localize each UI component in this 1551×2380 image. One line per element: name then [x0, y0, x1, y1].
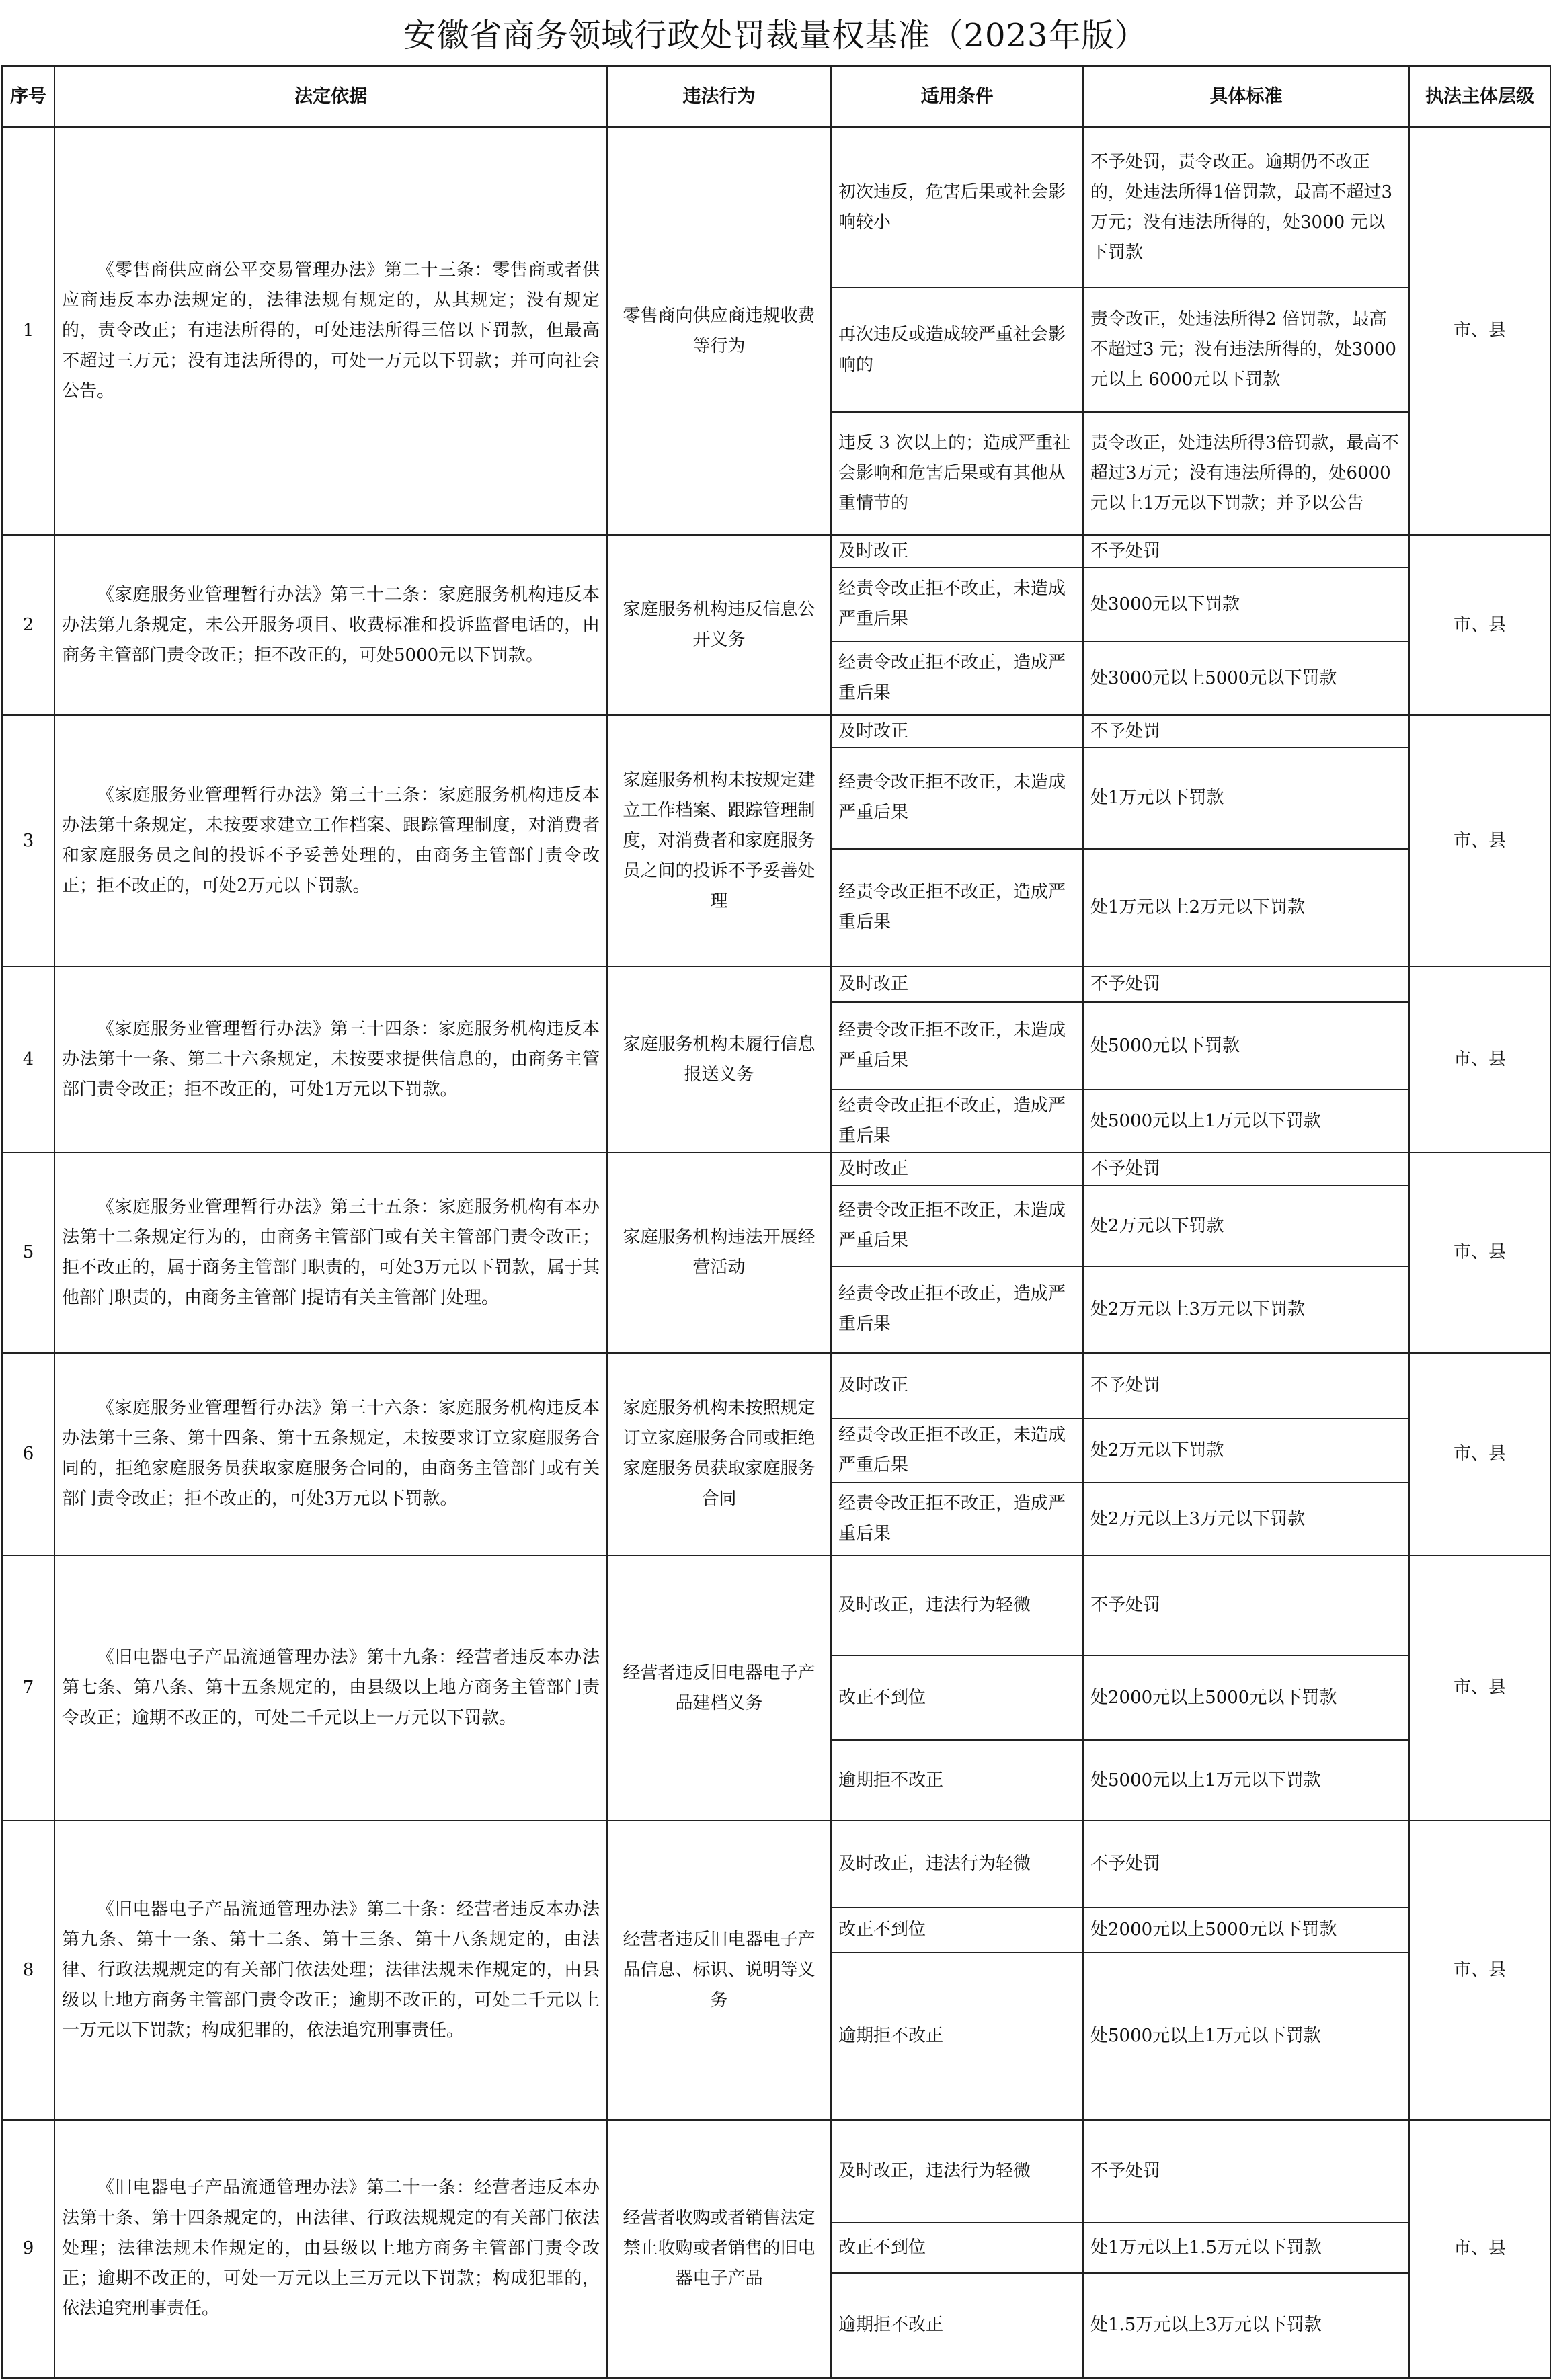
header-org: 执法主体层级 — [1409, 66, 1550, 127]
row-violation: 家庭服务机构未履行信息报送义务 — [607, 967, 831, 1153]
table-row — [2, 1821, 1550, 1907]
row-standard: 不予处罚 — [1083, 1353, 1409, 1419]
row-org: 市、县 — [1409, 2120, 1550, 2378]
row-condition: 及时改正，违法行为轻微 — [831, 1821, 1083, 1907]
row-seq: 3 — [2, 715, 54, 967]
row-condition: 改正不到位 — [831, 1655, 1083, 1740]
row-condition: 初次违反，危害后果或社会影响较小 — [831, 127, 1083, 288]
row-standard: 处1万元以上2万元以下罚款 — [1083, 849, 1409, 967]
penalty-standards-table — [1, 65, 1551, 2379]
row-basis: 《家庭服务业管理暂行办法》第三十四条：家庭服务机构违反本办法第十一条、第二十六条规定，未按要求提供信息的，由商务主管部门责令改正；拒不改正的，可处1万元以下罚款。 — [54, 967, 607, 1153]
row-basis: 《家庭服务业管理暂行办法》第三十二条：家庭服务机构违反本办法第九条规定，未公开服务项目、收费标准和投诉监督电话的，由商务主管部门责令改正；拒不改正的，可处5000元以下罚款。 — [54, 535, 607, 715]
row-condition: 及时改正 — [831, 715, 1083, 747]
row-seq: 2 — [2, 535, 54, 715]
table-row — [2, 127, 1550, 288]
row-condition: 经责令改正拒不改正，造成严重后果 — [831, 1090, 1083, 1153]
row-violation: 家庭服务机构违法开展经营活动 — [607, 1153, 831, 1352]
row-violation: 家庭服务机构未按规定建立工作档案、跟踪管理制度，对消费者和家庭服务员之间的投诉不予妥善处理 — [607, 715, 831, 967]
row-org: 市、县 — [1409, 1153, 1550, 1352]
row-condition: 经责令改正拒不改正，未造成严重后果 — [831, 747, 1083, 849]
row-condition: 经责令改正拒不改正，造成严重后果 — [831, 1266, 1083, 1352]
row-condition: 改正不到位 — [831, 2223, 1083, 2273]
row-standard: 责令改正，处违法所得2 倍罚款，最高不超过3 元；没有违法所得的，处3000 元以上 6000元以下罚款 — [1083, 288, 1409, 411]
row-seq: 7 — [2, 1555, 54, 1821]
row-standard: 不予处罚，责令改正。逾期仍不改正的，处违法所得1倍罚款，最高不超过3万元；没有违法所得的，处3000 元以下罚款 — [1083, 127, 1409, 288]
row-condition: 及时改正，违法行为轻微 — [831, 2120, 1083, 2223]
table-row — [2, 1555, 1550, 1655]
row-seq: 9 — [2, 2120, 54, 2378]
header-standard: 具体标准 — [1083, 66, 1409, 127]
row-condition: 及时改正 — [831, 1353, 1083, 1419]
row-condition: 再次违反或造成较严重社会影响的 — [831, 288, 1083, 411]
row-violation: 经营者违反旧电器电子产品建档义务 — [607, 1555, 831, 1821]
row-basis: 《家庭服务业管理暂行办法》第三十六条：家庭服务机构违反本办法第十三条、第十四条、第十五条规定，未按要求订立家庭服务合同的，拒绝家庭服务员获取家庭服务合同的，由商务主管部门或有关部门责令改正；拒不改正的，可处3万元以下罚款。 — [54, 1353, 607, 1556]
row-standard: 责令改正，处违法所得3倍罚款，最高不超过3万元；没有违法所得的，处6000元以上1万元以下罚款；并予以公告 — [1083, 412, 1409, 535]
row-standard: 处5000元以上1万元以下罚款 — [1083, 1090, 1409, 1153]
row-standard: 处3000元以上5000元以下罚款 — [1083, 641, 1409, 715]
table-row — [2, 2120, 1550, 2223]
row-standard: 处5000元以上1万元以下罚款 — [1083, 1953, 1409, 2120]
row-seq: 4 — [2, 967, 54, 1153]
row-seq: 5 — [2, 1153, 54, 1352]
document-title: 安徽省商务领域行政处罚裁量权基准（2023年版） — [403, 16, 1148, 54]
row-basis: 《零售商供应商公平交易管理办法》第二十三条：零售商或者供应商违反本办法规定的，法律法规有规定的，从其规定；没有规定的，责令改正；有违法所得的，可处违法所得三倍以下罚款，但最高不超过三万元；没有违法所得的，可处一万元以下罚款；并可向社会公告。 — [54, 127, 607, 535]
header-violation: 违法行为 — [607, 66, 831, 127]
row-standard: 处1万元以下罚款 — [1083, 747, 1409, 849]
row-condition: 逾期拒不改正 — [831, 1740, 1083, 1821]
table-row — [2, 1353, 1550, 1419]
row-standard: 不予处罚 — [1083, 967, 1409, 1002]
row-standard: 处2000元以上5000元以下罚款 — [1083, 1655, 1409, 1740]
row-standard: 处1.5万元以上3万元以下罚款 — [1083, 2273, 1409, 2378]
row-org: 市、县 — [1409, 967, 1550, 1153]
row-basis: 《家庭服务业管理暂行办法》第三十三条：家庭服务机构违反本办法第十条规定，未按要求建立工作档案、跟踪管理制度，对消费者和家庭服务员之间的投诉不予妥善处理的，由商务主管部门责令改正；拒不改正的，可处2万元以下罚款。 — [54, 715, 607, 967]
row-standard: 处3000元以下罚款 — [1083, 567, 1409, 641]
row-condition: 逾期拒不改正 — [831, 1953, 1083, 2120]
row-org: 市、县 — [1409, 1821, 1550, 2119]
row-basis: 《旧电器电子产品流通管理办法》第十九条：经营者违反本办法第七条、第八条、第十五条规定的，由县级以上地方商务主管部门责令改正；逾期不改正的，可处二千元以上一万元以下罚款。 — [54, 1555, 607, 1821]
row-basis: 《家庭服务业管理暂行办法》第三十五条：家庭服务机构有本办法第十二条规定行为的，由商务主管部门或有关主管部门责令改正；拒不改正的，属于商务主管部门职责的，可处3万元以下罚款，属于其他部门职责的，由商务主管部门提请有关主管部门处理。 — [54, 1153, 607, 1352]
row-condition: 经责令改正拒不改正，未造成严重后果 — [831, 1418, 1083, 1483]
row-standard: 处2000元以上5000元以下罚款 — [1083, 1907, 1409, 1953]
row-standard: 处5000元以上1万元以下罚款 — [1083, 1740, 1409, 1821]
row-condition: 及时改正 — [831, 535, 1083, 567]
header-basis: 法定依据 — [54, 66, 607, 127]
header-condition: 适用条件 — [831, 66, 1083, 127]
row-violation: 经营者收购或者销售法定禁止收购或者销售的旧电器电子产品 — [607, 2120, 831, 2378]
row-org: 市、县 — [1409, 127, 1550, 535]
table-row — [2, 715, 1550, 747]
table-row — [2, 967, 1550, 1002]
row-seq: 6 — [2, 1353, 54, 1556]
row-org: 市、县 — [1409, 715, 1550, 967]
row-condition: 经责令改正拒不改正，造成严重后果 — [831, 1483, 1083, 1555]
row-standard: 处2万元以下罚款 — [1083, 1186, 1409, 1266]
row-standard: 不予处罚 — [1083, 2120, 1409, 2223]
row-standard: 处5000元以下罚款 — [1083, 1002, 1409, 1090]
row-condition: 逾期拒不改正 — [831, 2273, 1083, 2378]
row-standard: 不予处罚 — [1083, 1153, 1409, 1186]
row-standard: 处1万元以上1.5万元以下罚款 — [1083, 2223, 1409, 2273]
header-row — [2, 66, 1550, 127]
row-condition: 及时改正 — [831, 967, 1083, 1002]
row-standard: 不予处罚 — [1083, 1821, 1409, 1907]
row-seq: 8 — [2, 1821, 54, 2119]
table-row — [2, 1153, 1550, 1186]
row-standard: 处2万元以上3万元以下罚款 — [1083, 1483, 1409, 1555]
row-violation: 家庭服务机构未按照规定订立家庭服务合同或拒绝家庭服务员获取家庭服务合同 — [607, 1353, 831, 1556]
row-condition: 经责令改正拒不改正，未造成严重后果 — [831, 567, 1083, 641]
row-standard: 不予处罚 — [1083, 715, 1409, 747]
row-org: 市、县 — [1409, 1555, 1550, 1821]
row-condition: 经责令改正拒不改正，造成严重后果 — [831, 641, 1083, 715]
row-condition: 及时改正，违法行为轻微 — [831, 1555, 1083, 1655]
row-seq: 1 — [2, 127, 54, 535]
row-violation: 经营者违反旧电器电子产品信息、标识、说明等义务 — [607, 1821, 831, 2119]
row-condition: 改正不到位 — [831, 1907, 1083, 1953]
row-condition: 经责令改正拒不改正，未造成严重后果 — [831, 1186, 1083, 1266]
row-org: 市、县 — [1409, 1353, 1550, 1556]
row-org: 市、县 — [1409, 535, 1550, 715]
row-standard: 不予处罚 — [1083, 535, 1409, 567]
row-condition: 经责令改正拒不改正，造成严重后果 — [831, 849, 1083, 967]
row-condition: 经责令改正拒不改正，未造成严重后果 — [831, 1002, 1083, 1090]
table-row — [2, 535, 1550, 567]
row-standard: 不予处罚 — [1083, 1555, 1409, 1655]
row-violation: 家庭服务机构违反信息公开义务 — [607, 535, 831, 715]
row-condition: 及时改正 — [831, 1153, 1083, 1186]
header-seq: 序号 — [2, 66, 54, 127]
row-standard: 处2万元以上3万元以下罚款 — [1083, 1266, 1409, 1352]
row-condition: 违反 3 次以上的；造成严重社会影响和危害后果或有其他从重情节的 — [831, 412, 1083, 535]
row-violation: 零售商向供应商违规收费等行为 — [607, 127, 831, 535]
row-basis: 《旧电器电子产品流通管理办法》第二十一条：经营者违反本办法第十条、第十四条规定的，由法律、行政法规规定的有关部门依法处理；法律法规未作规定的，由县级以上地方商务主管部门责令改正；逾期不改正的，可处一万元以上三万元以下罚款；构成犯罪的，依法追究刑事责任。 — [54, 2120, 607, 2378]
row-basis: 《旧电器电子产品流通管理办法》第二十条：经营者违反本办法第九条、第十一条、第十二条、第十三条、第十八条规定的，由法律、行政法规规定的有关部门依法处理；法律法规未作规定的，由县级以上地方商务主管部门责令改正；逾期不改正的，可处二千元以上一万元以下罚款；构成犯罪的，依法追究刑事责任。 — [54, 1821, 607, 2119]
row-standard: 处2万元以下罚款 — [1083, 1418, 1409, 1483]
